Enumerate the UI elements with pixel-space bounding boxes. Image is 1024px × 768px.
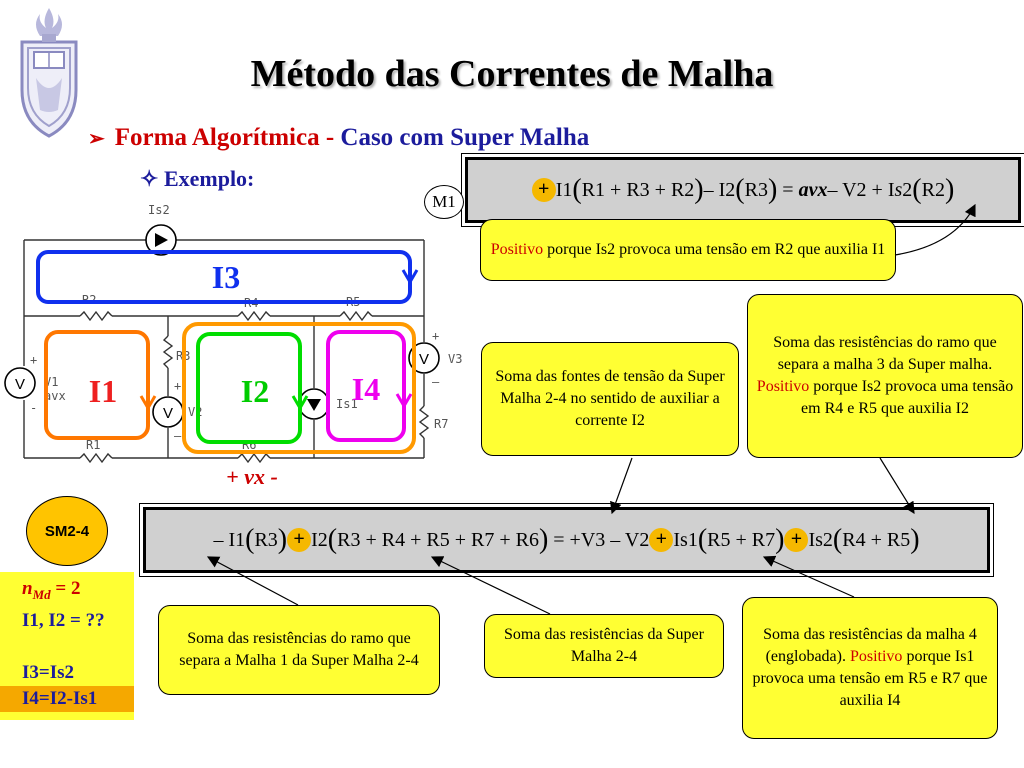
label-r4: R4 [244, 296, 259, 310]
eq2-term: – I1 [213, 528, 246, 551]
note-text: Soma das resistências do ramo que separa a Malha 1 da Super Malha 2-4 [179, 630, 419, 669]
eq1-term: avx [798, 178, 828, 201]
mesh-label-i3: I3 [211, 259, 241, 295]
label-v3: V3 [448, 352, 463, 366]
eq2-term: I2 [311, 528, 328, 551]
bullet-text-exemplo: Exemplo: [163, 166, 255, 191]
label-is1: Is1 [336, 397, 358, 411]
nmd-n: n [22, 578, 33, 599]
unknowns-line: I1, I2 = ?? [22, 609, 105, 631]
nmd-eq: = 2 [50, 578, 81, 599]
plus-badge: + [532, 178, 556, 202]
eq2-term: = +V3 – V2 [553, 528, 650, 551]
note-text: Soma das resistências do ramo que separa a malha 3 da Super malha. [773, 334, 997, 373]
note-text: Soma das resistências da malha 4 (englobada). [763, 626, 977, 665]
note-text: porque Is1 provoca uma tensão em R5 e R7 que auxilia I4 [752, 648, 988, 709]
mesh-label-i4: I4 [351, 371, 381, 407]
note-text: Soma das resistências da Super Malha 2-4 [504, 626, 704, 665]
nmd-sub: Md [32, 586, 51, 602]
eq1-term: R3 [744, 178, 768, 201]
i4-definition: I4=I2-Is1 [0, 686, 134, 712]
note-text: porque Is2 provoca uma tensão em R2 que auxilia I1 [543, 241, 886, 258]
eq1-term: – I2 [703, 178, 736, 201]
circuit-diagram [0, 200, 470, 500]
sign-v1-minus: - [30, 401, 38, 415]
label-r2: R2 [82, 293, 97, 307]
svg-text:V: V [418, 351, 430, 368]
eq2-term: R3 [254, 528, 278, 551]
sign-v3-plus: + [432, 329, 440, 343]
sign-v2-minus: – [174, 429, 182, 443]
sign-v3-minus: – [432, 375, 440, 389]
eq1-term: R1 + R3 + R2 [581, 178, 695, 201]
pointer-note-to-eq1 [895, 205, 975, 255]
plus-badge: + [784, 528, 808, 552]
equation-mesh-1: + I1 ( R1 + R3 + R2 ) – I2 ( R3 ) = avx – V2 + I s 2 ( R2 ) [465, 157, 1021, 223]
label-r3: R3 [176, 349, 191, 363]
equation-super-mesh: – I1 ( R3 ) + I2 ( R3 + R4 + R5 + R7 + R6 ) = +V3 – V2 + Is1 ( R5 + R7 ) + Is2 ( R4 + R5 ) [143, 507, 990, 573]
pointer-ramo3-to-eq2 [880, 458, 914, 513]
star-bullet-icon: ✧ [140, 166, 159, 191]
note-highlight: Positivo [490, 241, 544, 258]
pointer-fontes-to-eq2 [612, 458, 632, 513]
eq1-term: – V2 + I [827, 178, 895, 201]
label-v1: V1 [44, 375, 59, 389]
mesh-1-circle-label: M1 [424, 185, 464, 219]
label-r5: R5 [346, 295, 361, 309]
eq1-term: = [782, 178, 794, 201]
eq1-term: 2 [902, 178, 913, 201]
page-title: Método das Correntes de Malha [250, 53, 774, 95]
eq1-term: I1 [555, 178, 573, 201]
super-mesh-circle-label: SM2-4 [26, 496, 108, 566]
bullet-text-caso: Caso com Super Malha [340, 124, 590, 151]
plus-badge: + [287, 528, 311, 552]
mesh-label-i2: I2 [240, 373, 270, 409]
note-text: Soma das fontes de tensão da Super Malha 2-4 no sentido de auxiliar a corrente I2 [495, 368, 725, 429]
eq1-term: s [894, 178, 903, 201]
pointer-malha4-to-eq2 [764, 557, 854, 597]
svg-text:V: V [14, 376, 26, 393]
eq2-term: Is2 [808, 528, 833, 551]
i3-definition: I3=Is2 [22, 661, 75, 683]
eq2-term: Is1 [673, 528, 698, 551]
mesh-label-i1: I1 [88, 373, 118, 409]
pointer-super-to-eq2 [432, 557, 550, 614]
label-r1: R1 [86, 438, 101, 452]
label-is2: Is2 [148, 203, 170, 217]
plus-badge: + [649, 528, 673, 552]
label-r6: R6 [242, 438, 257, 452]
label-avx: avx [44, 389, 66, 403]
eq2-term: R5 + R7 [707, 528, 776, 551]
svg-text:V: V [162, 405, 174, 422]
bullet-text-forma: Forma Algorítmica - [114, 124, 341, 151]
eq2-term: R3 + R4 + R5 + R7 + R6 [337, 528, 539, 551]
pointer-ramo1-to-eq2 [208, 557, 298, 605]
eq2-term: R4 + R5 [842, 528, 911, 551]
label-vx: + vx - [226, 464, 278, 489]
bullet-arrow-icon: ➢ [88, 128, 105, 150]
sign-v1-plus: + [30, 353, 38, 367]
label-r7: R7 [434, 417, 449, 431]
note-highlight: Positivo [756, 378, 810, 395]
note-highlight: Positivo [849, 648, 903, 665]
eq1-term: R2 [921, 178, 945, 201]
sign-v2-plus: + [174, 379, 182, 393]
label-v2: V2 [188, 405, 203, 419]
note-text: porque Is2 provoca uma tensão em R4 e R5 que auxilia I2 [801, 378, 1014, 417]
